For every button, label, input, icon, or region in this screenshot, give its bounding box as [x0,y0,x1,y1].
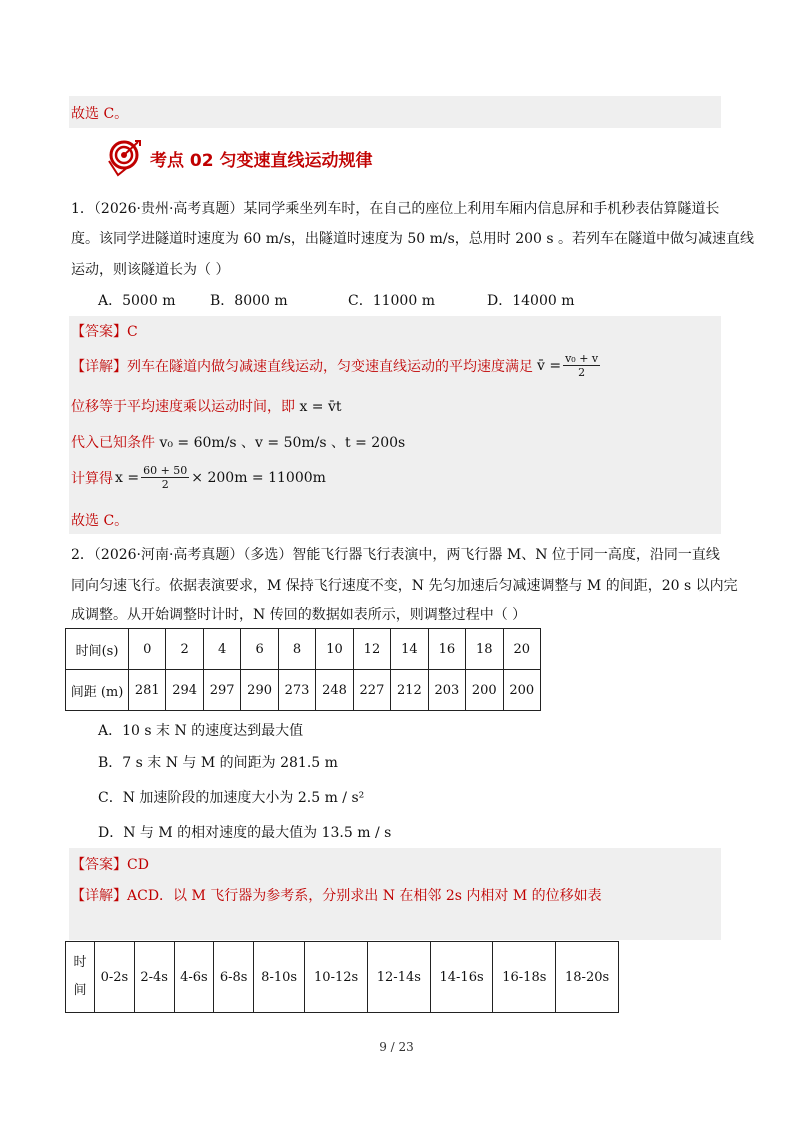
q2-option-c: C．N 加速阶段的加速度大小为 2.5 m / s² [98,790,365,806]
table-cell: 297 [203,670,240,711]
header-char-top: 时 [73,955,87,970]
q1-detail [71,352,602,379]
table-cell: 0 [129,629,166,670]
q1-displacement-line [71,396,342,416]
q2-option-b: B．7 s 末 N 与 M 的间距为 281.5 m [98,755,338,771]
table-cell: 4-6s [174,942,214,1013]
calc-numerator: 60 + 50 [143,464,188,477]
table-cell: 14 [391,629,428,670]
q1-detail-label: 【详解】 [71,358,127,375]
table-header-time: 时间(s) [66,629,129,670]
avg-formula-fraction [563,352,600,379]
table-cell: 248 [316,670,353,711]
q2-data-table [65,628,541,711]
table-row-intervals [66,942,619,1013]
calc-fraction [141,464,189,491]
q2-interval-table [65,941,619,1013]
q2-option-d: D．N 与 M 的相对速度的最大值为 13.5 m / s [98,825,392,841]
table-cell: 294 [166,670,203,711]
header-char-bottom: 间 [73,983,87,998]
table-row-distance [66,670,541,711]
avg-formula-numerator: v₀ + v [565,352,599,365]
table-cell: 16-18s [493,942,556,1013]
table-cell: 8 [278,629,315,670]
calc-lhs: x = [115,469,140,486]
table-cell: 227 [353,670,390,711]
q2-line2: 同向匀速飞行。依据表演要求，M 保持飞行速度不变，N 先匀加速后匀减速调整与 M 的间距，20 s 以内完 [71,578,738,594]
table-cell: 212 [391,670,428,711]
table-cell: 12-14s [367,942,430,1013]
table-cell: 2-4s [134,942,174,1013]
table-cell: 6-8s [214,942,254,1013]
table-cell: 4 [203,629,240,670]
q2-option-a: A．10 s 末 N 的速度达到最大值 [98,723,304,739]
q2-line1: 2．（2026·河南·高考真题）（多选）智能飞行器飞行表演中，两飞行器 M、N 位于同一高度，沿同一直线 [71,547,720,563]
q1-option-a: A．5000 m [98,293,176,309]
q1-detail-text: 列车在隧道内做匀减速直线运动，匀变速直线运动的平均速度满足 [127,358,533,375]
q1-calc-text: 计算得 [71,470,113,487]
avg-formula-lhs: v̄ = [537,357,562,374]
table-cell: 281 [129,670,166,711]
table-cell: 6 [241,629,278,670]
table-header-distance: 间距 (m) [66,670,129,711]
q1-displacement-text: 位移等于平均速度乘以运动时间，即 [71,399,295,415]
q1-calc-line [71,464,326,491]
q2-answer: 【答案】CD [71,857,149,873]
table-cell: 203 [428,670,465,711]
answer-block-top [69,96,721,128]
avg-formula-denominator: 2 [578,366,586,379]
table-cell: 20 [503,629,540,670]
table-cell: 18-20s [556,942,619,1013]
table-row-time [66,629,541,670]
q1-line3: 运动，则该隧道长为（ ） [71,262,230,278]
table-cell: 8-10s [254,942,305,1013]
substitution-formula: v₀ = 60m/s 、v = 50m/s 、t = 200s [159,435,406,451]
q1-option-c: C．11000 m [348,293,435,309]
top-close-text: 故选 C。 [71,106,129,122]
q1-line1: 1．（2026·贵州·高考真题）某同学乘坐列车时，在自己的座位上利用车厢内信息屏和手机秒表估算隧道长 [71,201,720,217]
q2-detail: 【详解】ACD．以 M 飞行器为参考系，分别求出 N 在相邻 2s 内相对 M 的位移如表 [71,888,602,904]
calc-denominator: 2 [161,478,169,491]
q1-close: 故选 C。 [71,513,129,529]
table-header-time-vertical [66,942,95,1013]
q1-substitution-line [71,432,405,452]
calc-rhs: × 200m = 11000m [191,469,326,486]
table-cell: 200 [503,670,540,711]
table-cell: 12 [353,629,390,670]
table-cell: 0-2s [95,942,135,1013]
table-cell: 273 [278,670,315,711]
q1-option-d: D．14000 m [487,293,575,309]
page-number: 9 / 23 [379,1040,414,1054]
heading-title: 考点 02 匀变速直线运动规律 [150,150,373,171]
displacement-formula: x = v̄t [299,399,342,415]
section-heading [104,138,373,178]
q1-substitution-text: 代入已知条件 [71,435,155,451]
table-cell: 16 [428,629,465,670]
table-cell: 290 [241,670,278,711]
table-cell: 18 [466,629,503,670]
answer-block-q1 [69,316,721,534]
q1-answer: 【答案】C [71,324,138,340]
table-cell: 2 [166,629,203,670]
table-cell: 14-16s [430,942,493,1013]
q2-line3: 成调整。从开始调整时计时，N 传回的数据如表所示，则调整过程中（ ） [71,607,527,623]
table-cell: 200 [466,670,503,711]
table-cell: 10-12s [305,942,368,1013]
q1-line2: 度。该同学进隧道时速度为 60 m/s，出隧道时速度为 50 m/s，总用时 200 s 。若列车在隧道中做匀减速直线 [71,231,755,247]
target-icon [104,139,142,177]
q1-option-b: B．8000 m [210,293,288,309]
table-cell: 10 [316,629,353,670]
